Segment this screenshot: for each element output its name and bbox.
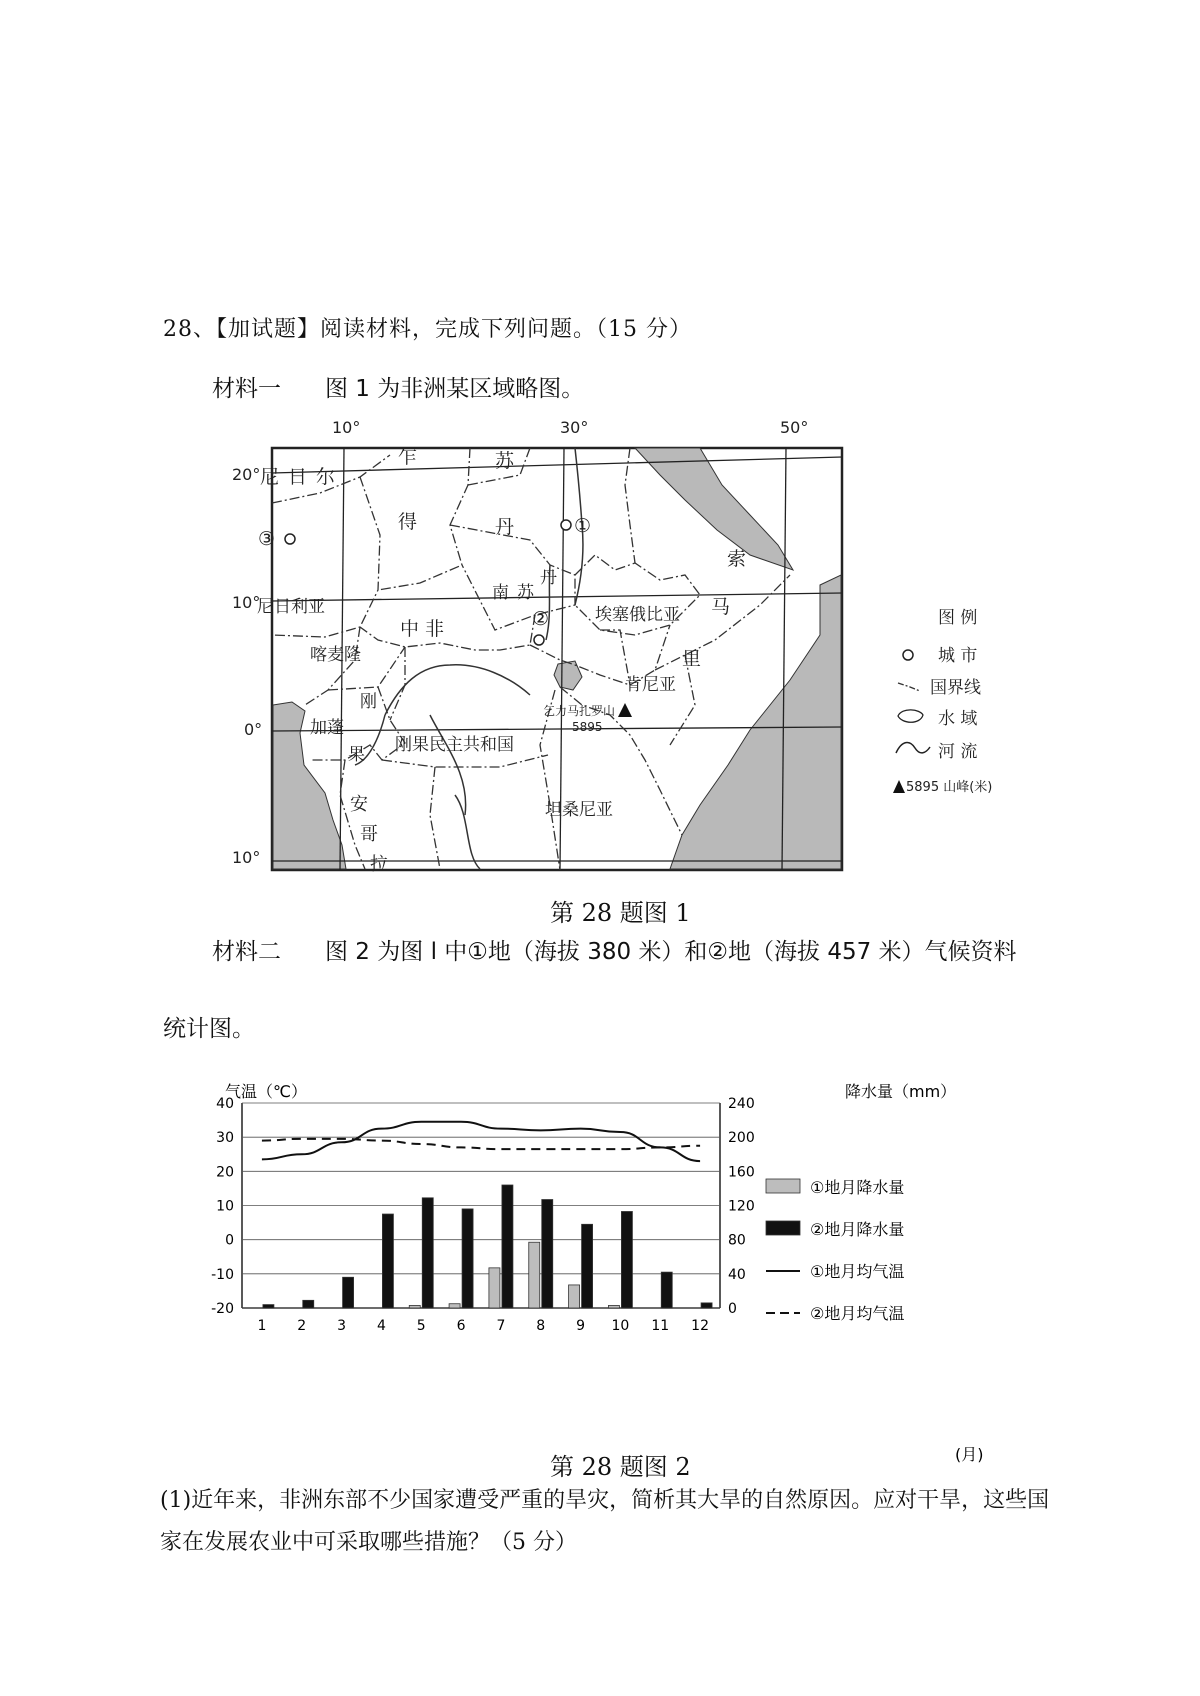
bar-2-month-11 — [661, 1272, 672, 1308]
legend-city-label: 城 市 — [938, 646, 978, 666]
somalia-char-2: 马 — [711, 596, 731, 618]
chad-char-2: 得 — [398, 511, 418, 533]
x-tick-label: 2 — [297, 1318, 307, 1334]
sudan-char-1: 苏 — [495, 450, 515, 472]
congo-char-2: 果 — [348, 745, 365, 765]
chad-char-1: 乍 — [398, 446, 418, 468]
temp-line-1 — [262, 1122, 700, 1161]
x-tick-label: 11 — [651, 1318, 670, 1334]
material-two-label: 材料二 — [212, 939, 281, 965]
south-sudan-char-3: 丹 — [540, 568, 557, 588]
lat-label-10s: 10° — [232, 848, 261, 867]
legend-peak — [893, 779, 992, 795]
legend-peak-label: 5895 山峰(米) — [906, 780, 993, 795]
bar-2-month-3 — [343, 1277, 354, 1308]
question-title: 28、【加试题】阅读材料，完成下列问题。（15 分） — [163, 317, 692, 342]
bar-1-month-10 — [608, 1305, 619, 1308]
y-left-tick-label: 20 — [216, 1164, 234, 1181]
bar-1-month-6 — [449, 1304, 460, 1308]
legend-label: ①地月均气温 — [810, 1262, 905, 1281]
angola-char-2: 哥 — [360, 824, 378, 845]
y-left-tick-label: -20 — [211, 1301, 234, 1317]
y-right-tick-label: 0 — [728, 1301, 737, 1317]
material-two-continued: 统计图。 — [163, 1016, 255, 1042]
y-right-tick-labels — [728, 1096, 755, 1317]
sub-question-1: (1)近年来，非洲东部不少国家遭受严重的旱灾，简析其大旱的自然原因。应对干旱，这些国家在发展农业中可采取哪些措施？（5 分） — [160, 1488, 1050, 1555]
y-left-tick-label: 10 — [216, 1198, 234, 1215]
bar-2-month-10 — [621, 1211, 632, 1308]
lat-label-20: 20° — [232, 465, 261, 484]
x-axis-unit-label: (月) — [955, 1445, 984, 1464]
chart-caption: 第 28 题图 2 — [550, 1453, 691, 1481]
y-right-tick-label: 120 — [728, 1198, 755, 1215]
material-one-label: 材料一 — [212, 376, 281, 402]
africa-region-map — [230, 415, 1060, 885]
legend-swatch — [766, 1179, 800, 1193]
chart-legend — [766, 1178, 904, 1323]
x-tick-label: 7 — [496, 1318, 506, 1334]
material-two-text: 图 2 为图 l 中①地（海拔 380 米）和②地（海拔 457 米）气候资料 — [325, 939, 1017, 965]
marker-2-label: ② — [532, 608, 550, 630]
x-tick-label: 4 — [376, 1318, 386, 1334]
y-left-tick-label: -10 — [211, 1266, 234, 1283]
x-tick-label: 1 — [257, 1318, 267, 1334]
lat-label-0: 0° — [244, 720, 263, 739]
legend-swatch — [766, 1221, 800, 1235]
legend-label: ②地月均气温 — [810, 1304, 905, 1323]
y-right-tick-label: 80 — [728, 1232, 746, 1249]
y-left-tick-label: 30 — [216, 1130, 234, 1147]
x-tick-label: 3 — [337, 1318, 347, 1334]
marker-1-label: ① — [574, 515, 592, 537]
south-sudan-char-2: 苏 — [517, 583, 534, 603]
y-right-axis-label: 降水量（mm） — [845, 1082, 957, 1101]
bar-2-month-2 — [303, 1300, 314, 1308]
bar-2-month-12 — [701, 1303, 712, 1308]
material-one — [212, 370, 584, 403]
gabon-label: 加蓬 — [310, 718, 344, 738]
peak-name: 乞力马扎罗山 — [543, 704, 616, 718]
marker-3-label: ③ — [258, 528, 276, 550]
bar-2-month-6 — [462, 1209, 473, 1308]
nigeria-label: 尼日利亚 — [257, 597, 325, 617]
niger-char-3: 尔 — [316, 466, 336, 488]
sudan-char-2: 丹 — [495, 516, 515, 538]
chart-gridlines — [242, 1103, 720, 1308]
drc-label: 刚果民主共和国 — [395, 735, 514, 755]
angola-char-1: 安 — [350, 794, 368, 815]
bar-1-month-7 — [489, 1268, 500, 1308]
niger-char-2: 日 — [288, 466, 308, 488]
climate-chart — [200, 1075, 1080, 1475]
peak-height: 5895 — [572, 720, 603, 734]
lon-label-30: 30° — [560, 418, 589, 437]
legend-city — [903, 646, 977, 666]
somalia-char-3: 里 — [682, 648, 702, 670]
lon-label-50: 50° — [780, 418, 809, 437]
legend-label: ②地月降水量 — [810, 1220, 905, 1239]
x-tick-label: 9 — [576, 1318, 586, 1334]
y-right-tick-label: 200 — [728, 1130, 755, 1147]
south-sudan-char-1: 南 — [492, 583, 509, 603]
x-tick-label: 6 — [456, 1318, 466, 1334]
legend-label: ①地月降水量 — [810, 1178, 905, 1197]
material-one-text: 图 1 为非洲某区域略图。 — [325, 376, 585, 402]
legend-border-label: 国界线 — [930, 678, 981, 698]
y-left-tick-label: 0 — [225, 1232, 234, 1249]
bar-2-month-9 — [582, 1224, 593, 1308]
legend-water — [898, 709, 977, 729]
lat-label-10n: 10° — [232, 593, 261, 612]
legend-river-label: 河 流 — [938, 742, 978, 762]
kenya-label: 肯尼亚 — [625, 675, 676, 695]
ethiopia-label: 埃塞俄比亚 — [595, 605, 680, 625]
x-tick-label: 5 — [416, 1318, 426, 1334]
x-tick-label: 8 — [536, 1318, 546, 1334]
legend-river — [896, 742, 977, 762]
bar-2-month-5 — [422, 1198, 433, 1308]
congo-char-1: 刚 — [360, 692, 377, 712]
y-right-tick-label: 160 — [728, 1164, 755, 1181]
tanzania-label: 坦桑尼亚 — [545, 800, 613, 820]
somalia-char-1: 索 — [727, 548, 747, 570]
car-label: 中 非 — [400, 618, 445, 640]
legend-border — [898, 678, 981, 698]
map-legend — [893, 608, 992, 795]
y-left-tick-labels — [211, 1096, 234, 1317]
cameroon-label: 喀麦隆 — [310, 645, 361, 665]
x-tick-label: 10 — [611, 1318, 630, 1334]
bar-2-month-8 — [542, 1200, 553, 1308]
chart-bars — [263, 1185, 712, 1308]
map-caption: 第 28 题图 1 — [550, 899, 691, 927]
bar-2-month-4 — [382, 1214, 393, 1308]
material-two — [212, 933, 1017, 966]
niger-char-1: 尼 — [260, 466, 280, 488]
angola-char-3: 拉 — [370, 854, 388, 875]
legend-water-label: 水 域 — [938, 709, 978, 729]
x-tick-label: 12 — [691, 1318, 709, 1334]
bar-2-month-7 — [502, 1185, 513, 1308]
bar-1-month-9 — [569, 1285, 580, 1308]
y-right-tick-label: 240 — [728, 1096, 755, 1112]
chart-lines — [262, 1122, 700, 1161]
y-right-tick-label: 40 — [728, 1266, 746, 1283]
x-tick-labels — [257, 1318, 709, 1334]
lon-label-10: 10° — [332, 418, 361, 437]
bar-1-month-8 — [529, 1242, 540, 1308]
y-left-tick-label: 40 — [216, 1096, 234, 1112]
bar-1-month-5 — [409, 1305, 420, 1308]
y-left-axis-label: 气温（℃） — [225, 1082, 307, 1101]
bar-2-month-1 — [263, 1305, 274, 1308]
legend-title: 图 例 — [938, 608, 978, 628]
